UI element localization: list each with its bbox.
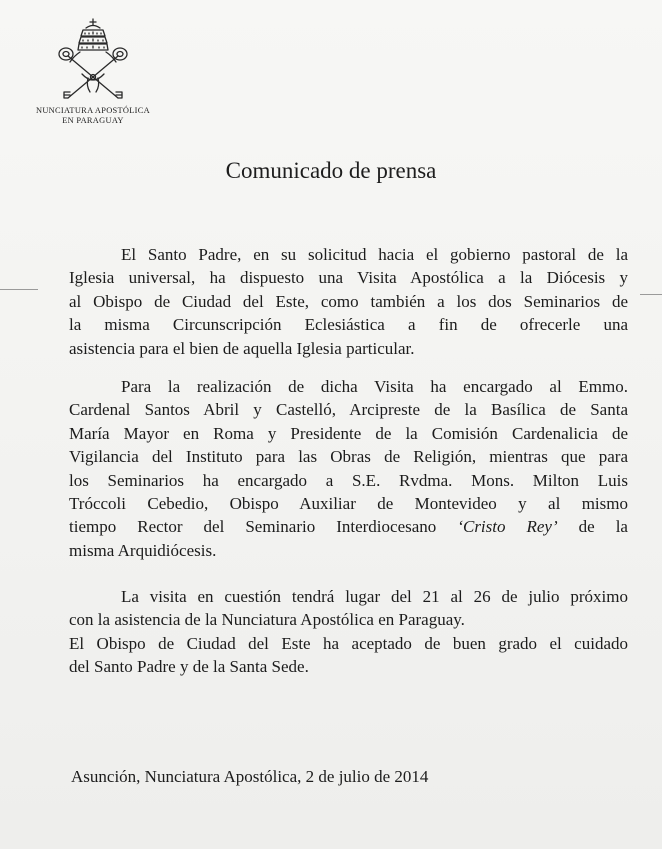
closing-place-date: Asunción, Nunciatura Apostólica, 2 de julio de 2014 <box>71 767 429 786</box>
papal-coat-of-arms-icon <box>50 16 136 102</box>
paragraph-1 <box>69 243 628 360</box>
paragraph-line: El Obispo de Ciudad del Este ha aceptado de buen grado el cuidado <box>69 633 628 653</box>
paragraph-line: Iglesia universal, ha dispuesto una Visita Apostólica a la Diócesis y <box>69 268 628 288</box>
paragraph-line: misma Arquidiócesis. <box>69 540 217 560</box>
paragraph-line: al Obispo de Ciudad del Este, como también a los dos Seminarios de <box>69 291 628 311</box>
letterhead-line-1: NUNCIATURA APOSTÓLICA <box>35 106 151 115</box>
letterhead <box>30 16 156 126</box>
paragraph-line: Vigilancia del Instituto para las Obras de Religión, mientras que para <box>69 447 628 467</box>
paragraph-line: la misma Circunscripción Eclesiástica a fin de ofrecerle una <box>69 315 628 335</box>
page-title: Comunicado de prensa <box>225 158 437 183</box>
scan-artifact-right <box>640 294 662 295</box>
paragraph-line-part: de la <box>557 517 628 537</box>
paragraph-line: los Seminarios ha encargado a S.E. Rvdma. Mons. Milton Luis <box>69 470 628 490</box>
paragraph-line: Cardenal Santos Abril y Castelló, Arcipreste de la Basílica de Santa <box>69 400 628 420</box>
paragraph-line: La visita en cuestión tendrá lugar del 21 al 26 de julio próximo <box>121 587 628 606</box>
paragraph-line: El Santo Padre, en su solicitud hacia el gobierno pastoral de la <box>121 245 628 264</box>
scan-artifact-left <box>0 289 38 290</box>
paragraph-3 <box>69 585 628 679</box>
paragraph-line: Para la realización de dicha Visita ha encargado al Emmo. <box>121 377 628 396</box>
letterhead-line-2: EN PARAGUAY <box>62 116 124 125</box>
paragraph-line <box>69 515 628 538</box>
paragraph-line-part: tiempo Rector del Seminario Interdiocesano <box>69 517 458 537</box>
paragraph-line: asistencia para el bien de aquella Iglesia particular. <box>69 338 415 358</box>
paragraph-line: María Mayor en Roma y Presidente de la Comisión Cardenalicia de <box>69 423 628 443</box>
paragraph-line: Tróccoli Cebedio, Obispo Auxiliar de Montevideo y al mismo <box>69 494 628 514</box>
paragraph-line: del Santo Padre y de la Santa Sede. <box>69 657 309 677</box>
paragraph-line: con la asistencia de la Nunciatura Apostólica en Paraguay. <box>69 610 465 630</box>
paragraph-2 <box>69 375 628 562</box>
seminary-name: ‘Cristo Rey’ <box>457 517 558 537</box>
